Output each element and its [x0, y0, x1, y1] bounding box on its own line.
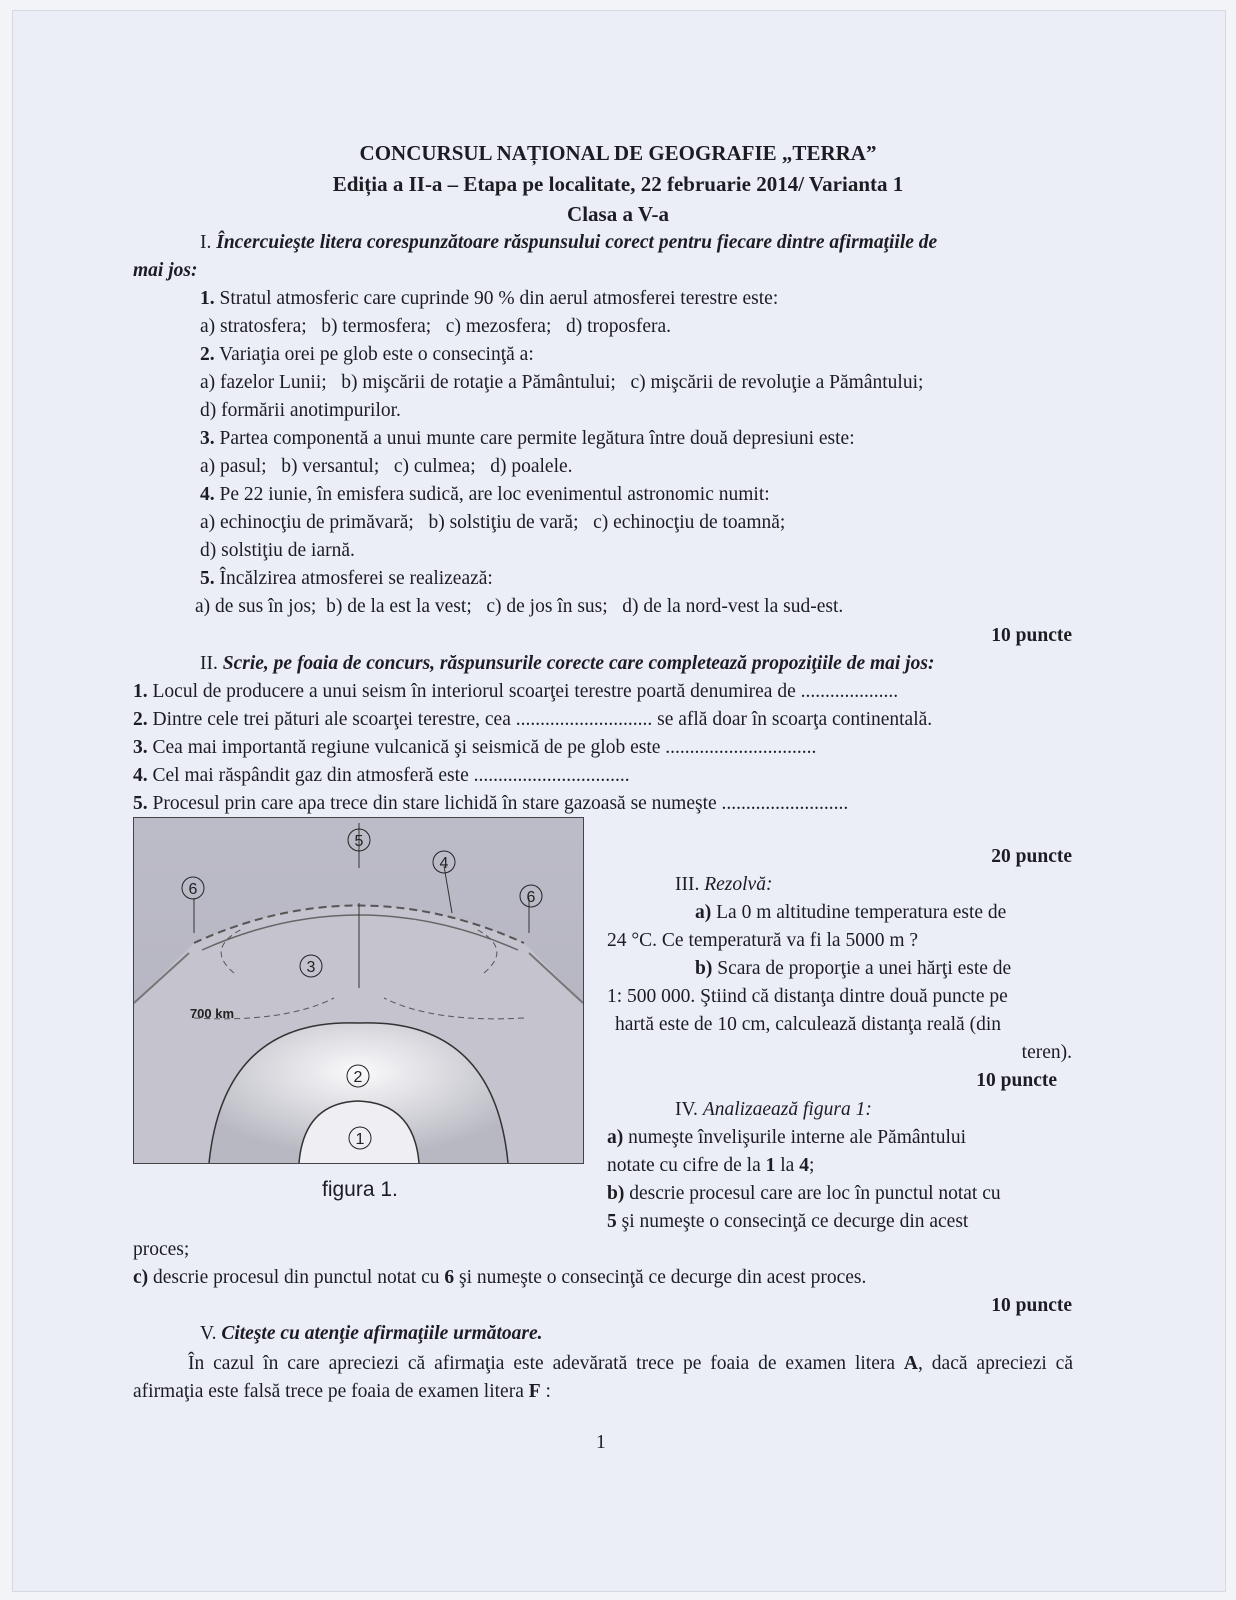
question-5: 5. Încălzirea atmosferei se realizează: [200, 568, 493, 589]
label-5: 5 [354, 833, 364, 850]
problem-b-cont2: hartă este de 10 cm, calculează distanţa reală (din [615, 1014, 1002, 1035]
problem-b: b) Scara de proporţie a unei hărţi este de [695, 958, 1012, 979]
options-4-cont: d) solstiţiu de iarnă. [200, 540, 355, 561]
fill-item-2: 2. Dintre cele trei pături ale scoarţei terestre, cea ............................ se află doar în scoarţa continentală. [133, 709, 933, 730]
task-b: b) descrie procesul care are loc în punctul notat cu [607, 1183, 1001, 1204]
doc-class: Clasa a V-a [567, 202, 669, 226]
options-2: a) fazelor Lunii; b) mişcării de rotaţie a Pământului; c) mişcării de revoluţie a Pământului; [200, 372, 924, 393]
label-6-left: 6 [188, 881, 198, 898]
problem-a: a) La 0 m altitudine temperatura este de [695, 902, 1007, 923]
section-4-heading: IV. Analizaează figura 1: [675, 1099, 872, 1120]
question-3: 3. Partea componentă a unui munte care permite legătura între două depresiuni este: [200, 428, 855, 449]
fill-item-1: 1. Locul de producere a unui seism în interiorul scoarţei terestre poartă denumirea de .................... [133, 681, 899, 702]
options-4: a) echinocţiu de primăvară; b) solstiţiu de vară; c) echinocţiu de toamnă; [200, 512, 786, 533]
section-2-heading: II. Scrie, pe foaia de concurs, răspunsurile corecte care completează propoziţiile de mai jos: [200, 653, 935, 674]
question-4: 4. Pe 22 iunie, în emisfera sudică, are loc evenimentul astronomic numit: [200, 484, 770, 505]
problem-b-cont3: teren). [1021, 1042, 1072, 1063]
points-section-1: 10 puncte [991, 625, 1072, 646]
options-1: a) stratosfera; b) termosfera; c) mezosfera; d) troposfera. [200, 316, 672, 337]
earth-interior-diagram [134, 818, 583, 1163]
question-2: 2. Variaţia orei pe glob este o consecinţă a: [200, 344, 534, 365]
problem-b-cont: 1: 500 000. Ştiind că distanţa dintre două puncte pe [607, 986, 1008, 1007]
label-4: 4 [439, 855, 449, 872]
task-c: c) descrie procesul din punctul notat cu 6 şi numeşte o consecinţă ce decurge din acest proces. [133, 1267, 867, 1288]
options-3: a) pasul; b) versantul; c) culmea; d) poalele. [200, 456, 573, 477]
section-5-instructions: În cazul în care apreciezi că afirmaţia este adevărată trece pe foaia de examen litera A, dacă apreciezi că afirmaţia este falsă trece pe foaia de examen litera F : [133, 1353, 1073, 1402]
depth-label: 700 km [189, 1006, 235, 1021]
label-6-right: 6 [526, 889, 536, 906]
task-a-cont: notate cu cifre de la 1 la 4; [607, 1155, 815, 1176]
options-2-cont: d) formării anotimpurilor. [200, 400, 401, 421]
task-b-cont: 5 şi numeşte o consecinţă ce decurge din acest [607, 1211, 969, 1232]
options-5: a) de sus în jos; b) de la est la vest; c) de jos în sus; d) de la nord-vest la sud-est. [195, 596, 844, 617]
fill-item-5: 5. Procesul prin care apa trece din stare lichidă în stare gazoasă se numeşte .......................... [133, 793, 849, 814]
fill-item-3: 3. Cea mai importantă regiune vulcanică şi seismică de pe glob este ............................... [133, 737, 817, 758]
points-section-3: 10 puncte [976, 1070, 1057, 1091]
doc-title: CONCURSUL NAȚIONAL DE GEOGRAFIE „TERRA” [359, 141, 877, 165]
section-5-heading: V. Citeşte cu atenţie afirmaţiile următoare. [200, 1323, 543, 1344]
problem-a-cont: 24 °C. Ce temperatură va fi la 5000 m ? [607, 930, 919, 951]
section-heading-cont: mai jos: [133, 260, 198, 281]
page-number: 1 [596, 1432, 606, 1453]
section-1-heading [200, 231, 937, 255]
label-2: 2 [353, 1069, 363, 1086]
fill-item-4: 4. Cel mai răspândit gaz din atmosferă este ................................ [133, 765, 630, 786]
label-3: 3 [306, 959, 316, 976]
task-a: a) numeşte învelişurile interne ale Pământului [607, 1127, 967, 1148]
section-heading: Încercuieşte litera corespunzătoare răspunsului corect pentru fiecare dintre afirmaţiile de [216, 232, 938, 253]
section-3-heading: III. Rezolvă: [675, 874, 773, 895]
figure-caption: figura 1. [322, 1178, 398, 1201]
points-section-4: 10 puncte [991, 1295, 1072, 1316]
question-1: 1. Stratul atmosferic care cuprinde 90 % din aerul atmosferei terestre este: [200, 288, 779, 309]
section-number: I. [200, 232, 212, 253]
points-section-2: 20 puncte [991, 846, 1072, 867]
doc-subtitle: Ediția a II-a – Etapa pe localitate, 22 februarie 2014/ Varianta 1 [332, 172, 904, 196]
label-1: 1 [355, 1131, 365, 1148]
task-b-cont2: proces; [133, 1239, 190, 1260]
figure-earth-convection [133, 817, 584, 1164]
